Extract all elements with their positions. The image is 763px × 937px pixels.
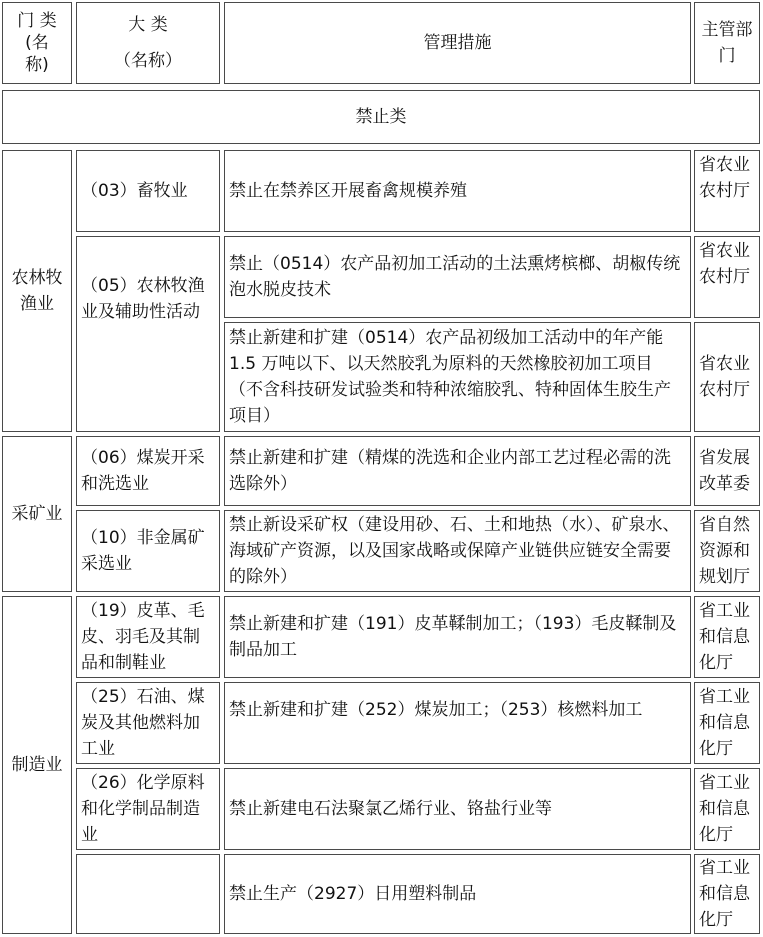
header-gate-line2: (名 [25,33,49,53]
group-cell-mining [2,436,72,592]
department-cell [694,682,760,764]
measure-cell [224,436,691,506]
category-cell [76,236,220,432]
category-cell [76,510,220,592]
measure-text: 禁止新建和扩建（191）皮革鞣制加工；（193）毛皮鞣制及制品加工 [229,614,677,660]
category-text: （03）畜牧业 [81,181,188,201]
category-text: （19）皮革、毛皮、羽毛及其制品和制鞋业 [81,601,205,673]
department-cell [694,510,760,592]
department-text: 省农业农村厅 [699,241,750,287]
header-gate-line1: 门 类 [17,11,57,31]
group-name: 采矿业 [11,504,63,524]
measure-text: 禁止新建和扩建（0514）农产品初级加工活动中的年产能 1.5 万吨以下、以天然胶乳为原料的天然橡胶初加工项目（不含科技研发试验类和特种浓缩胶乳、特种固体生胶生产项目） [229,328,671,426]
category-text: （05）农林牧渔业及辅助性活动 [81,276,205,322]
measure-cell [224,768,691,850]
measure-text: 禁止在禁养区开展畜禽规模养殖 [229,181,467,201]
department-cell [694,236,760,318]
section-title [2,90,760,144]
header-major-line2: （名称） [114,51,182,71]
measure-cell [224,322,691,432]
department-text: 省工业和信息化厅 [699,687,750,759]
department-text: 省自然资源和规划厅 [699,515,750,587]
header-department [694,2,760,84]
category-cell [76,768,220,850]
measure-cell [224,596,691,678]
category-cell-empty [76,854,220,934]
measure-text: 禁止（0514）农产品初加工活动的土法熏烤槟榔、胡椒传统泡水脱皮技术 [229,254,681,300]
department-cell [694,150,760,232]
department-cell [694,436,760,506]
header-department-text: 主管部门 [701,20,753,66]
department-text: 省工业和信息化厅 [699,858,750,930]
group-name: 农林牧渔业 [11,268,63,314]
department-text: 省发展改革委 [699,448,750,494]
measure-text: 禁止生产（2927）日用塑料制品 [229,884,477,904]
department-cell [694,768,760,850]
category-cell [76,682,220,764]
category-text: （06）煤炭开采和洗选业 [81,448,205,494]
header-category-major [76,2,220,84]
category-cell [76,436,220,506]
category-text: （26）化学原料和化学制品制造业 [81,773,205,845]
measure-cell [224,150,691,232]
department-text: 省工业和信息化厅 [699,601,750,673]
department-cell [694,596,760,678]
group-cell-manufacturing [2,596,72,934]
measure-text: 禁止新建和扩建（252）煤炭加工；（253）核燃料加工 [229,700,643,720]
category-text: （10）非金属矿采选业 [81,528,205,574]
header-measures-text: 管理措施 [423,33,492,53]
header-major-line1: 大 类 [128,15,168,35]
measure-cell [224,510,691,592]
category-text: （25）石油、煤炭及其他燃料加工业 [81,687,205,759]
department-cell [694,322,760,432]
measure-text: 禁止新建和扩建（精煤的洗选和企业内部工艺过程必需的洗选除外） [229,448,671,494]
header-gate-line3: 称) [25,55,49,75]
header-measures [224,2,691,84]
category-cell [76,150,220,232]
measure-cell [224,682,691,764]
department-cell [694,854,760,934]
department-text: 省农业农村厅 [699,155,750,201]
measure-text: 禁止新设采矿权（建设用砂、石、土和地热（水）、矿泉水、海域矿产资源，以及国家战略或保障产业链供应链安全需要的除外） [229,515,680,587]
department-text: 省农业农村厅 [699,354,750,400]
department-text: 省工业和信息化厅 [699,773,750,845]
measure-cell [224,236,691,318]
category-cell [76,596,220,678]
group-cell-agriculture [2,150,72,432]
measure-cell [224,854,691,934]
group-name: 制造业 [11,755,63,775]
section-title-text: 禁止类 [355,107,407,127]
header-category-gate [2,2,72,84]
measure-text: 禁止新建电石法聚氯乙烯行业、铬盐行业等 [229,799,552,819]
